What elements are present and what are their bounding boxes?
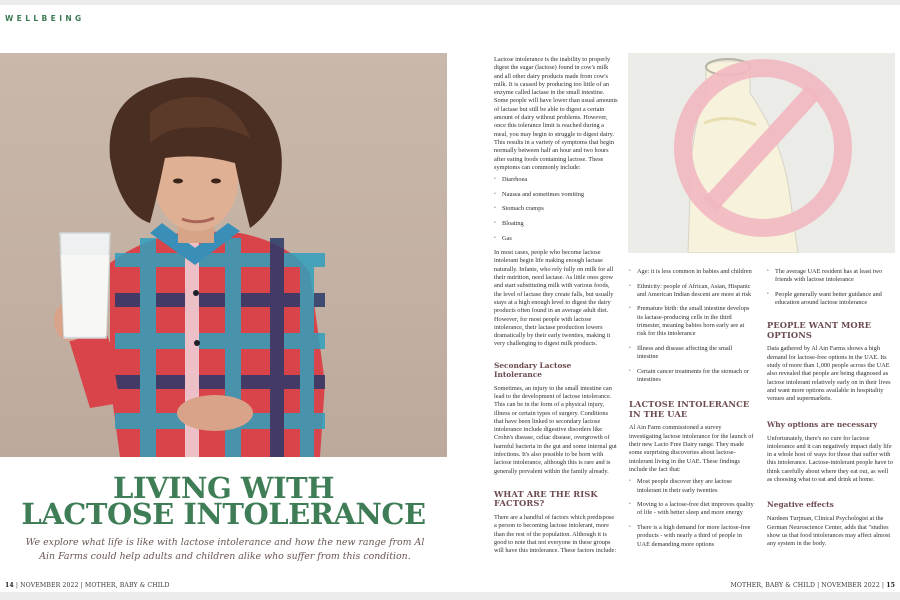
- body-paragraph: Nardeen Turjman, Clinical Psychologist at the German Neuroscience Center, adds that "studies show us that food intolerances may affect almost any system in the body.: [767, 515, 891, 548]
- footer-right: [730, 582, 895, 589]
- risk-factors-list: [629, 268, 755, 384]
- list-item: • People generally want better guidance and education around lactose intolerance: [767, 291, 894, 308]
- body-paragraph: There are a handful of factors which predispose a person to becoming lactose intolerant, more than the rest of the population. Although it is good to note that not everyone in these groups will have this intolerance. These factors include:: [494, 513, 617, 555]
- footer-left-text: | NOVEMBER 2022 | MOTHER, BABY & CHILD: [13, 582, 170, 589]
- article-title-line1: LIVING WITH: [112, 471, 334, 505]
- text-column-1: [494, 56, 618, 555]
- heading-risk-factors: WHAT ARE THE RISK FACTORS?: [494, 488, 598, 509]
- body-paragraph: In most cases, people who become lactose intolerant begin life making enough lactase naturally. Infants, who rely fully on milk for all their nutrition, need lactase. As little ones grow and start substituting milk with various foods, the level of lactase they create falls, but usually stays at a high enough level to digest the dairy products often found in an average adult diet. However, for most people with lactose intolerance, their lactase production lowers dramatically by their early twenties, making it very challenging to digest milk products.: [494, 249, 614, 348]
- body-paragraph: Al Ain Farm commissioned a survey investigating lactose intolerance for the launch of their new Lacto Free Dairy range. They made some surprising discoveries about lactose-intolerant living in the UAE. These findings include the fact that:: [629, 424, 754, 473]
- list-item: • Nausea and sometimes vomiting: [494, 191, 618, 199]
- list-item: • Age: it is less common in babies and children: [629, 268, 755, 276]
- milk-bottle-photo: [628, 53, 895, 253]
- subheading-negative-effects: Negative effects: [767, 500, 834, 510]
- list-item: • Premature birth: the small intestine develops its lactase-producing cells in the third trimester, meaning babies born early are at risk for this intolerance: [629, 305, 755, 338]
- page-number-left: 14: [5, 582, 14, 589]
- top-edge: [0, 0, 900, 5]
- list-item: • Illness and disease affecting the small intestine: [629, 345, 755, 362]
- text-column-3: [767, 268, 894, 549]
- section-label: WELLBEING: [5, 14, 85, 23]
- text-column-2: [629, 268, 755, 555]
- body-paragraph: Sometimes, an injury to the small intestine can lead to the development of lactose intolerance. This can be in the form of a physical injury, illness or certain types of surgery. Conditions that have been linked to secondary lactose intolerance include digestive disorders like Crohn's disease, celiac disease, overgrowth of harmful bacteria in the gut and some internal gut infections. It's also possible to be born with lactose intolerance, although this is rare and is generally prevalent within the family already.: [494, 384, 617, 475]
- list-item: • Gas: [494, 235, 618, 243]
- subheading-secondary: Secondary Lactose Intolerance: [494, 360, 572, 379]
- heading-uae: LACTOSE INTOLERANCE IN THE UAE: [629, 399, 750, 419]
- footer-right-text: MOTHER, BABY & CHILD | NOVEMBER 2022 |: [730, 582, 887, 589]
- boy-illustration: [0, 53, 447, 457]
- list-item: • Stomach cramps: [494, 205, 618, 213]
- body-paragraph: Unfortunately, there's no cure for lactose intolerance and it can negatively impact daily life in a whole host of ways for those that suffer with this intolerance. Lactose-intolerant people have to think carefully about where they eat out, as well as choosing what to eat and drink at home.: [767, 434, 893, 484]
- list-item: • Most people discover they are lactose intolerant in their early twenties: [629, 478, 755, 495]
- body-paragraph: Data gathered by Al Ain Farms shows a high demand for lactose-free options in the UAE. Its study of more than 1,000 people across the UAE also revealed that people are being diagnosed as lactose intolerant relatively early on in their lives and want more options available in hospitality venues and supermarkets.: [767, 345, 891, 403]
- list-item: • Certain cancer treatments for the stomach or intestines: [629, 368, 755, 385]
- list-item: • There is a high demand for more lactose-free products - with nearly a third of people in UAE demanding more options: [629, 524, 755, 549]
- hero-photo-boy-with-milk: [0, 53, 447, 457]
- list-item: • Moving to a lactose-free diet improves quality of life - with better sleep and more energy: [629, 501, 755, 518]
- subheading-why-options: Why options are necessary: [767, 419, 878, 429]
- symptoms-list: [494, 176, 618, 243]
- findings-list-continued: [767, 268, 894, 307]
- article-title-line2: LACTOSE INTOLERANCE: [21, 497, 426, 531]
- intro-paragraph: Lactose intolerance is the inability to properly digest the sugar (lactose) found in cow's milk and all other dairy products made from cow's milk. It is caused by producing too little of an enzyme called lactase in the small intestine. Some people will have lower than usual amounts of lactase but still be able to digest a certain amount of dairy without problems. However, once this tolerance limit is reached during a meal, you may begin to struggle to digest dairy. This results in a variety of symptoms that begin normally between half an hour and two hours after eating foods containing lactose. These symptoms can commonly include:: [494, 56, 618, 171]
- list-item: • Bloating: [494, 220, 618, 228]
- list-item: • The average UAE resident has at least two friends with lactose intolerance: [767, 268, 894, 285]
- milk-prohibition-illustration: [628, 53, 895, 253]
- article-standfirst: We explore what life is like with lactose intolerance and how the new range from Al Ain Farms could help adults and children alike who suffer from this condition.: [25, 537, 425, 562]
- page-number-right: 15: [886, 582, 895, 589]
- heading-more-options: PEOPLE WANT MORE OPTIONS: [767, 320, 872, 340]
- footer-left: [5, 582, 170, 589]
- list-item: • Ethnicity: people of African, Asian, Hispanic and American Indian descent are more at risk: [629, 283, 755, 300]
- bottom-edge: [0, 592, 900, 600]
- findings-list: [629, 478, 755, 549]
- list-item: • Diarrhoea: [494, 176, 618, 184]
